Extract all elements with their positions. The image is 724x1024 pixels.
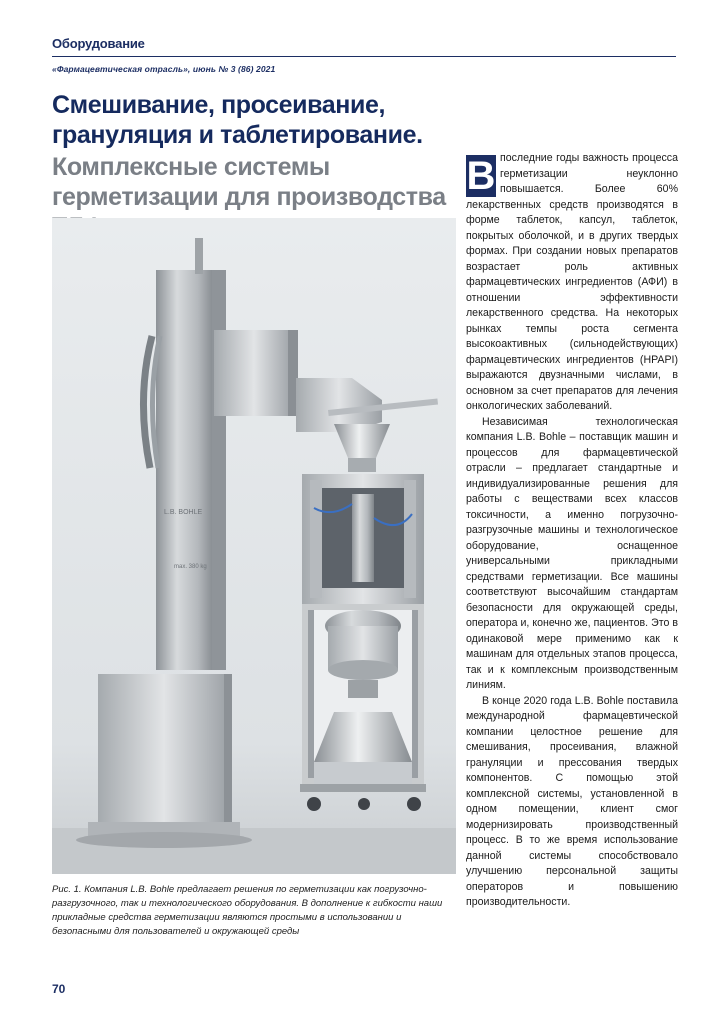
article-title: Смешивание, просеивание, грануляция и таблетирование. <box>52 91 423 149</box>
article-paragraph-1 <box>466 151 678 415</box>
section-label: Оборудование <box>52 36 145 51</box>
page-number: 70 <box>52 982 66 996</box>
article-subtitle: Комплексные системы герметизации для производства <box>52 153 446 211</box>
figure-caption: Рис. 1. Компания L.B. Bohle предлагает решения по герметизации как погрузочно-разгрузочного, так и технологического оборудования. В дополнение к гибкости наши прикладные средства герметизации являются простыми в использовании и безопасными для пользователей и окружающей среды <box>52 884 443 937</box>
paragraph-1-text: последние годы важность процесса герметизации неуклонно повышается. Более 60% лекарственных средств производятся в форме таблеток, капсул, таблеток, покрытых оболочкой, и в других твердых формах. При создании новых препаратов возрастает роль активных фармацевтических ингредиентов (АФИ) в отношении эффективности лекарственного средства. На некоторых рынках темпы роста сегмента высокоактивных (сильнодействующих) фармацевтических ингредиентов (HPAPI) выражаются двузначными числами, в основном за счет препаратов для лечения онкологических заболеваний. <box>466 152 678 412</box>
article-paragraph-2: Независимая технологическая компания L.B. Bohle – поставщик машин и процессов для фармацевтической отрасли – предлагает стандартные и индивидуализированные решения для работы с веществами всех классов токсичности, а именно погрузочно-разгрузочные машины и технологическое оборудование, оснащенное универсальными прикладными средствами герметизации. Все машины соответствуют высочайшим стандартам безопасности для окружающей среды, оператора и, конечно же, пациентов. Это в одинаковой мере применимо как к машинам для отдельных этапов процесса, так и к комплексным производственным линиям. <box>466 415 678 691</box>
header-rule <box>52 56 676 57</box>
article-paragraph-3: В конце 2020 года L.B. Bohle поставила международной фармацевтической компании целостное решение для смешивания, просеивания, влажной грануляции и прессования твердых компонентов. С помощью этой комплексной системы, установленной в одном помещении, клиент смог модернизировать производственный процесс. В то же время использование данной системы способствовало улучшению персональной защиты операторов и повышению производительности. <box>466 694 678 908</box>
drop-cap: В <box>466 154 496 198</box>
journal-reference: «Фармацевтическая отрасль», июнь № 3 (86) 2021 <box>52 64 276 74</box>
equipment-photo <box>52 218 456 874</box>
column-max-text: max. 380 kg <box>174 564 207 570</box>
column-brand-text: L.B. BOHLE <box>164 509 203 516</box>
article-body <box>466 151 678 911</box>
